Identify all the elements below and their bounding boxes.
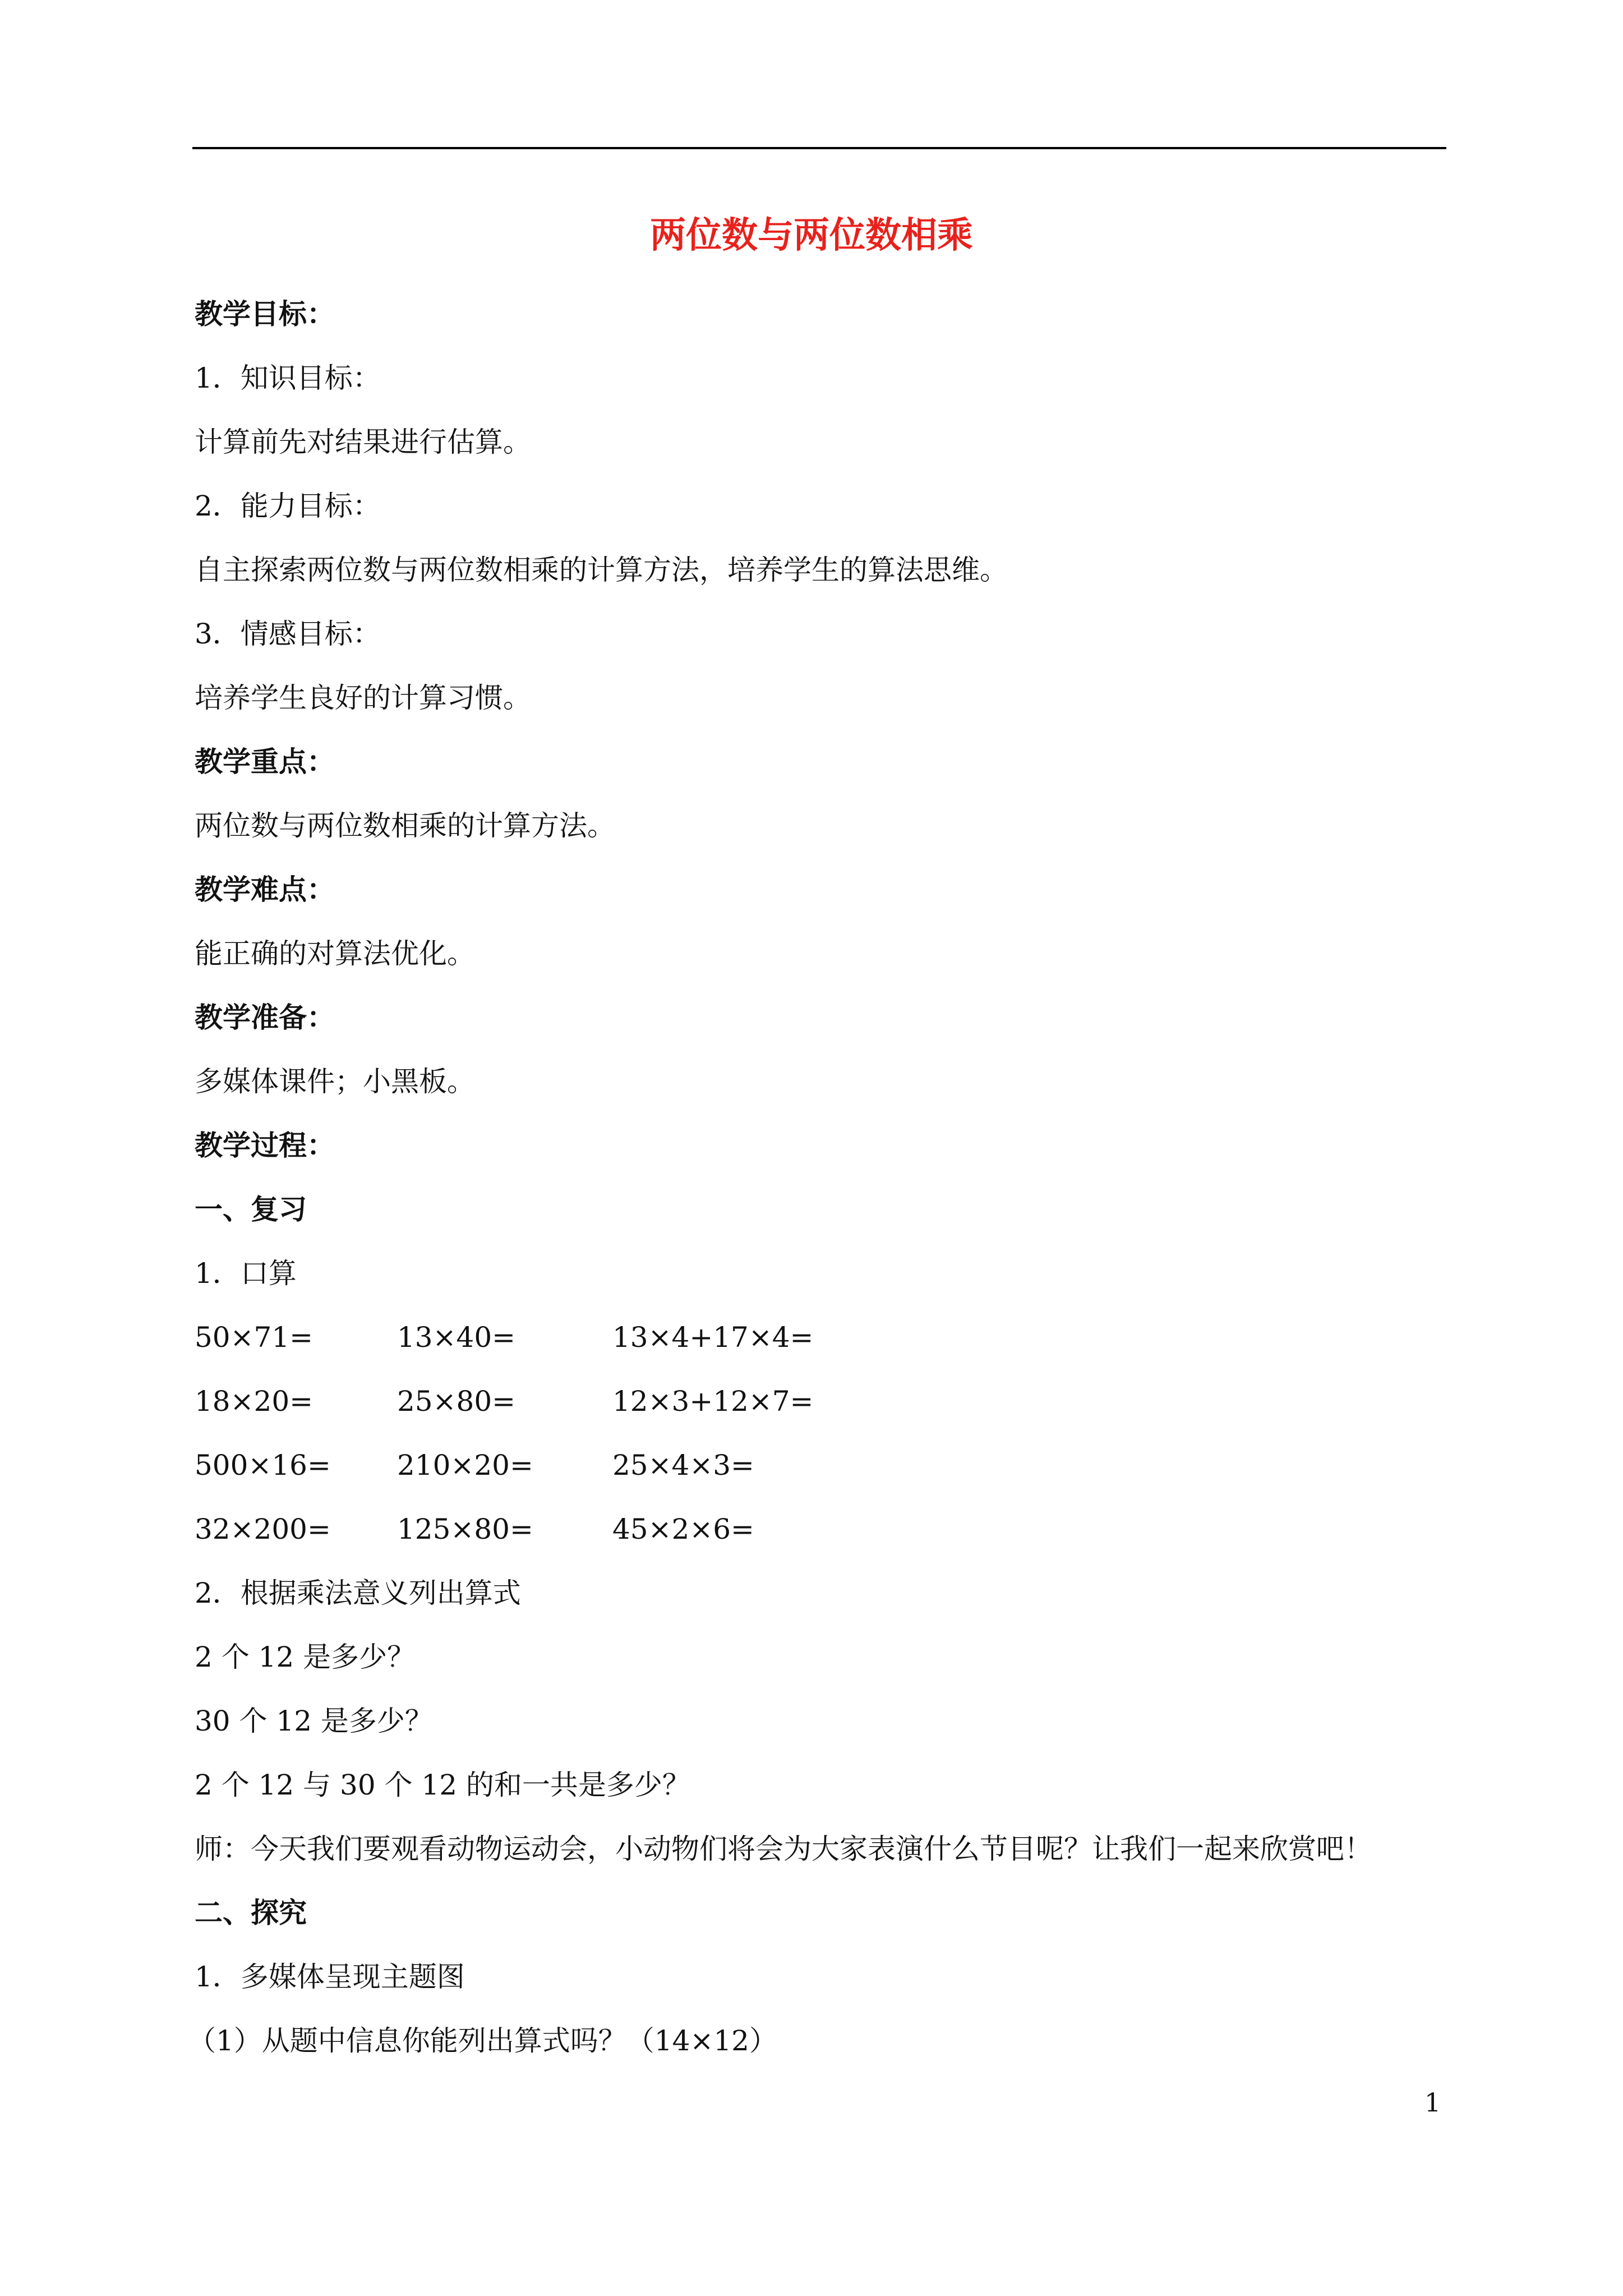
goal3-label: 3．情感目标： (195, 618, 381, 650)
oral-cell: 13×40= (397, 1321, 516, 1354)
question-2: 30 个 12 是多少？ (195, 1705, 433, 1737)
page-title: 两位数与两位数相乘 (650, 214, 973, 256)
oral-cell: 210×20= (397, 1449, 533, 1481)
oral-cell: 12×3+12×7= (612, 1385, 814, 1418)
oral-cell: 13×4+17×4= (612, 1321, 814, 1354)
oral-cell: 25×4×3= (612, 1449, 754, 1481)
oral-cell: 50×71= (195, 1321, 313, 1354)
oral-cell: 25×80= (397, 1385, 516, 1418)
oral-cell: 32×200= (195, 1513, 331, 1545)
media-question-1: （1）从题中信息你能列出算式吗？（14×12） (188, 2024, 777, 2057)
review-heading: 一、复习 (195, 1193, 307, 1226)
oral-cell: 18×20= (195, 1385, 313, 1418)
oral-label: 1．口算 (195, 1257, 297, 1290)
oral-cell: 125×80= (397, 1513, 533, 1545)
question-3: 2 个 12 与 30 个 12 的和一共是多少？ (195, 1769, 690, 1801)
teacher-line: 师：今天我们要观看动物运动会，小动物们将会为大家表演什么节目呢？让我们一起来欣赏吧！ (195, 1833, 1372, 1865)
difficulty-text: 能正确的对算法优化。 (195, 937, 475, 970)
goal2-label: 2．能力目标： (195, 490, 381, 522)
goal2-text: 自主探索两位数与两位数相乘的计算方法，培养学生的算法思维。 (195, 554, 1008, 586)
goal3-text: 培养学生良好的计算习惯。 (195, 682, 531, 714)
page-number: 1 (1424, 2087, 1441, 2118)
question-1: 2 个 12 是多少？ (195, 1641, 416, 1673)
process-heading: 教学过程： (195, 1129, 335, 1162)
goals-heading: 教学目标： (195, 297, 335, 330)
prep-heading: 教学准备： (195, 1001, 335, 1034)
explore-heading: 二、探究 (195, 1896, 307, 1929)
prep-text: 多媒体课件；小黑板。 (195, 1065, 475, 1098)
goal1-label: 1．知识目标： (195, 362, 381, 394)
key-heading: 教学重点： (195, 745, 335, 778)
meaning-label: 2．根据乘法意义列出算式 (195, 1577, 521, 1609)
media-label: 1．多媒体呈现主题图 (195, 1961, 465, 1993)
key-text: 两位数与两位数相乘的计算方法。 (195, 809, 615, 842)
difficulty-heading: 教学难点： (195, 873, 335, 906)
oral-cell: 45×2×6= (612, 1513, 754, 1545)
oral-cell: 500×16= (195, 1449, 331, 1481)
header-rule (192, 147, 1446, 149)
goal1-text: 计算前先对结果进行估算。 (195, 426, 531, 458)
